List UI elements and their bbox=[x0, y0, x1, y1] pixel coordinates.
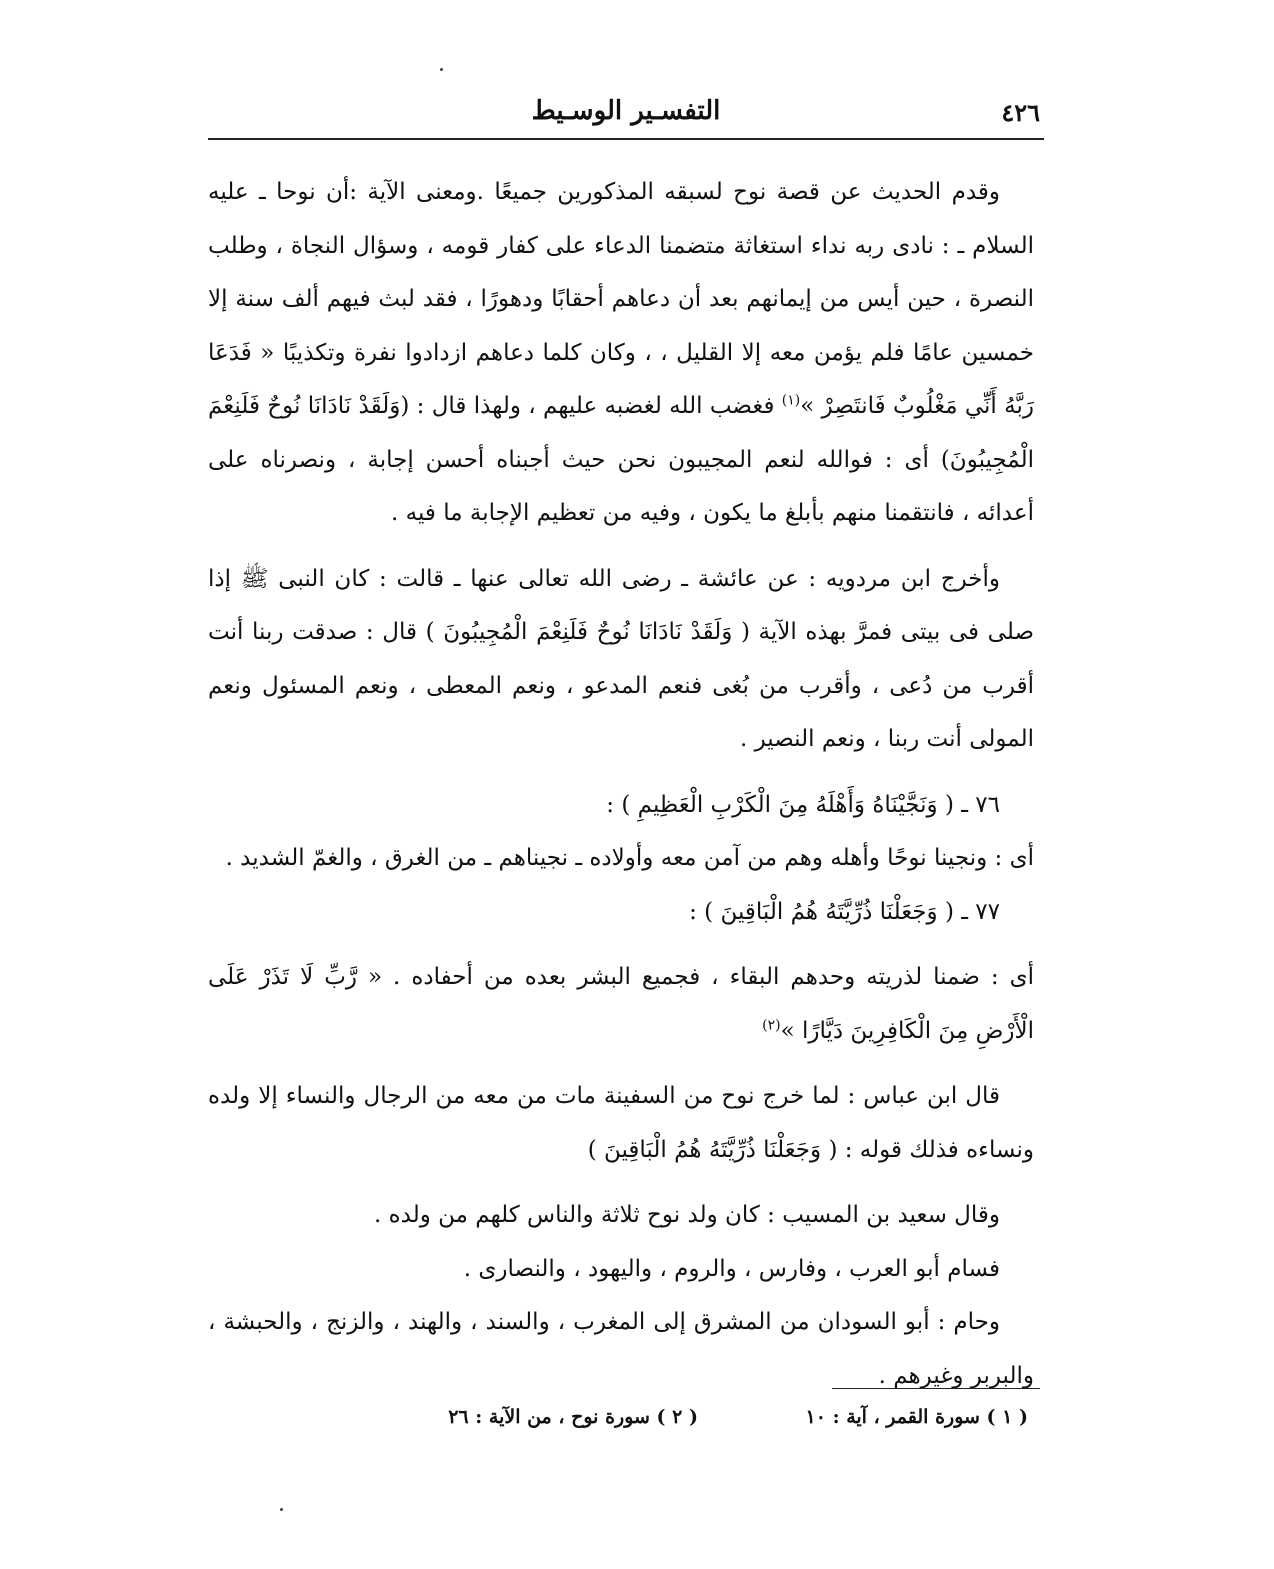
footnotes bbox=[300, 1400, 1028, 1440]
paragraph: وقال سعيد بن المسيب : كان ولد نوح ثلاثة والناس كلهم من ولده . bbox=[373, 1202, 1000, 1228]
footnote-ref: (٢) bbox=[762, 1016, 781, 1033]
page-header bbox=[208, 92, 1044, 140]
paragraph: أى : ونجينا نوحًا وأهله وهم من آمن معه وأولاده ـ نجيناهم ـ من الغرق ، والغمّ الشديد . bbox=[225, 845, 1034, 871]
footnote-1: ( ١ ) سورة القمر ، آية : ١٠ bbox=[805, 1406, 1028, 1428]
page-body bbox=[208, 166, 1034, 1403]
footnote-separator bbox=[832, 1388, 1040, 1389]
verse-heading: ٧٦ ـ ( وَنَجَّيْنَاهُ وَأَهْلَهُ مِنَ الْكَرْبِ الْعَظِيمِ ) : bbox=[606, 791, 1000, 818]
footnote-ref: (١) bbox=[781, 392, 801, 409]
running-title: التفسـير الوسـيط bbox=[531, 96, 721, 126]
paragraph: وأخرج ابن مردويه : عن عائشة ـ رضى الله تعالى عنها ـ قالت : كان النبى ﷺ إذا صلى فى بيتى فمرَّ بهذه الآية ( وَلَقَدْ نَادَانَا نُوحٌ فَلَنِعْمَ الْمُجِيبُونَ ) قال : صدقت ربنا أنت أقرب من دُعى ، وأقرب من بُغى فنعم المدعو ، ونعم المعطى ، ونعم المسئول ونعم المولى أنت ربنا ، ونعم النصير . bbox=[208, 565, 1034, 752]
footnote-2: ( ٢ ) سورة نوح ، من الآية : ٢٦ bbox=[448, 1406, 698, 1428]
verse-heading: ٧٧ ـ ( وَجَعَلْنَا ذُرِّيَّتَهُ هُمُ الْبَاقِينَ ) : bbox=[689, 898, 1000, 925]
page-number: ٤٢٦ bbox=[1001, 98, 1040, 127]
paragraph: وقدم الحديث عن قصة نوح لسبقه المذكورين جميعًا .ومعنى الآية :أن نوحا ـ عليه السلام ـ : نادى ربه نداء استغاثة متضمنا الدعاء على كفار قومه ، وسؤال النجاة ، وطلب النصرة ، حين أيس من إيمانهم بعد أن دعاهم أحقابًا ودهورًا ، فقد لبث فيهم ألف سنة إلا خمسين عامًا فلم يؤمن معه إلا القليل ، ، وكان كلما دعاهم ازدادوا نفرة وتكذيبًا « فَدَعَا رَبَّهُ أَنِّي مَغْلُوبٌ فَانتَصِرْ »$^{(١)}$ فغضب الله لغضبه عليهم ، ولهذا قال : (وَلَقَدْ نَادَانَا نُوحٌ فَلَنِعْمَ الْمُجِيبُونَ) أى : فوالله لنعم المجيبون نحن حيث أجبناه أحسن إجابة ، ونصرناه على أعدائه ، فانتقمنا منهم بأبلغ ما يكون ، وفيه من تعظيم الإجابة ما فيه . bbox=[208, 179, 1034, 526]
paragraph: قال ابن عباس : لما خرج نوح من السفينة مات من معه من الرجال والنساء إلا ولده ونساءه فذلك قوله : ( وَجَعَلْنَا ذُرِّيَّتَهُ هُمُ الْبَاقِينَ ) bbox=[208, 1083, 1034, 1163]
paragraph: وحام : أبو السودان من المشرق إلى المغرب ، والسند ، والهند ، والزنج ، والحبشة ، والبربر وغيرهم . bbox=[208, 1309, 1034, 1389]
paragraph: أى : ضمنا لذريته وحدهم البقاء ، فجميع البشر بعده من أحفاده . « رَّبِّ لَا تَذَرْ عَلَى الْأَرْضِ مِنَ الْكَافِرِينَ دَيَّارًا »$^{(٢)}$ bbox=[208, 964, 1034, 1044]
scan-speck bbox=[280, 1508, 283, 1511]
paragraph: فسام أبو العرب ، وفارس ، والروم ، واليهود ، والنصارى . bbox=[463, 1255, 1000, 1282]
scan-speck bbox=[440, 68, 443, 71]
